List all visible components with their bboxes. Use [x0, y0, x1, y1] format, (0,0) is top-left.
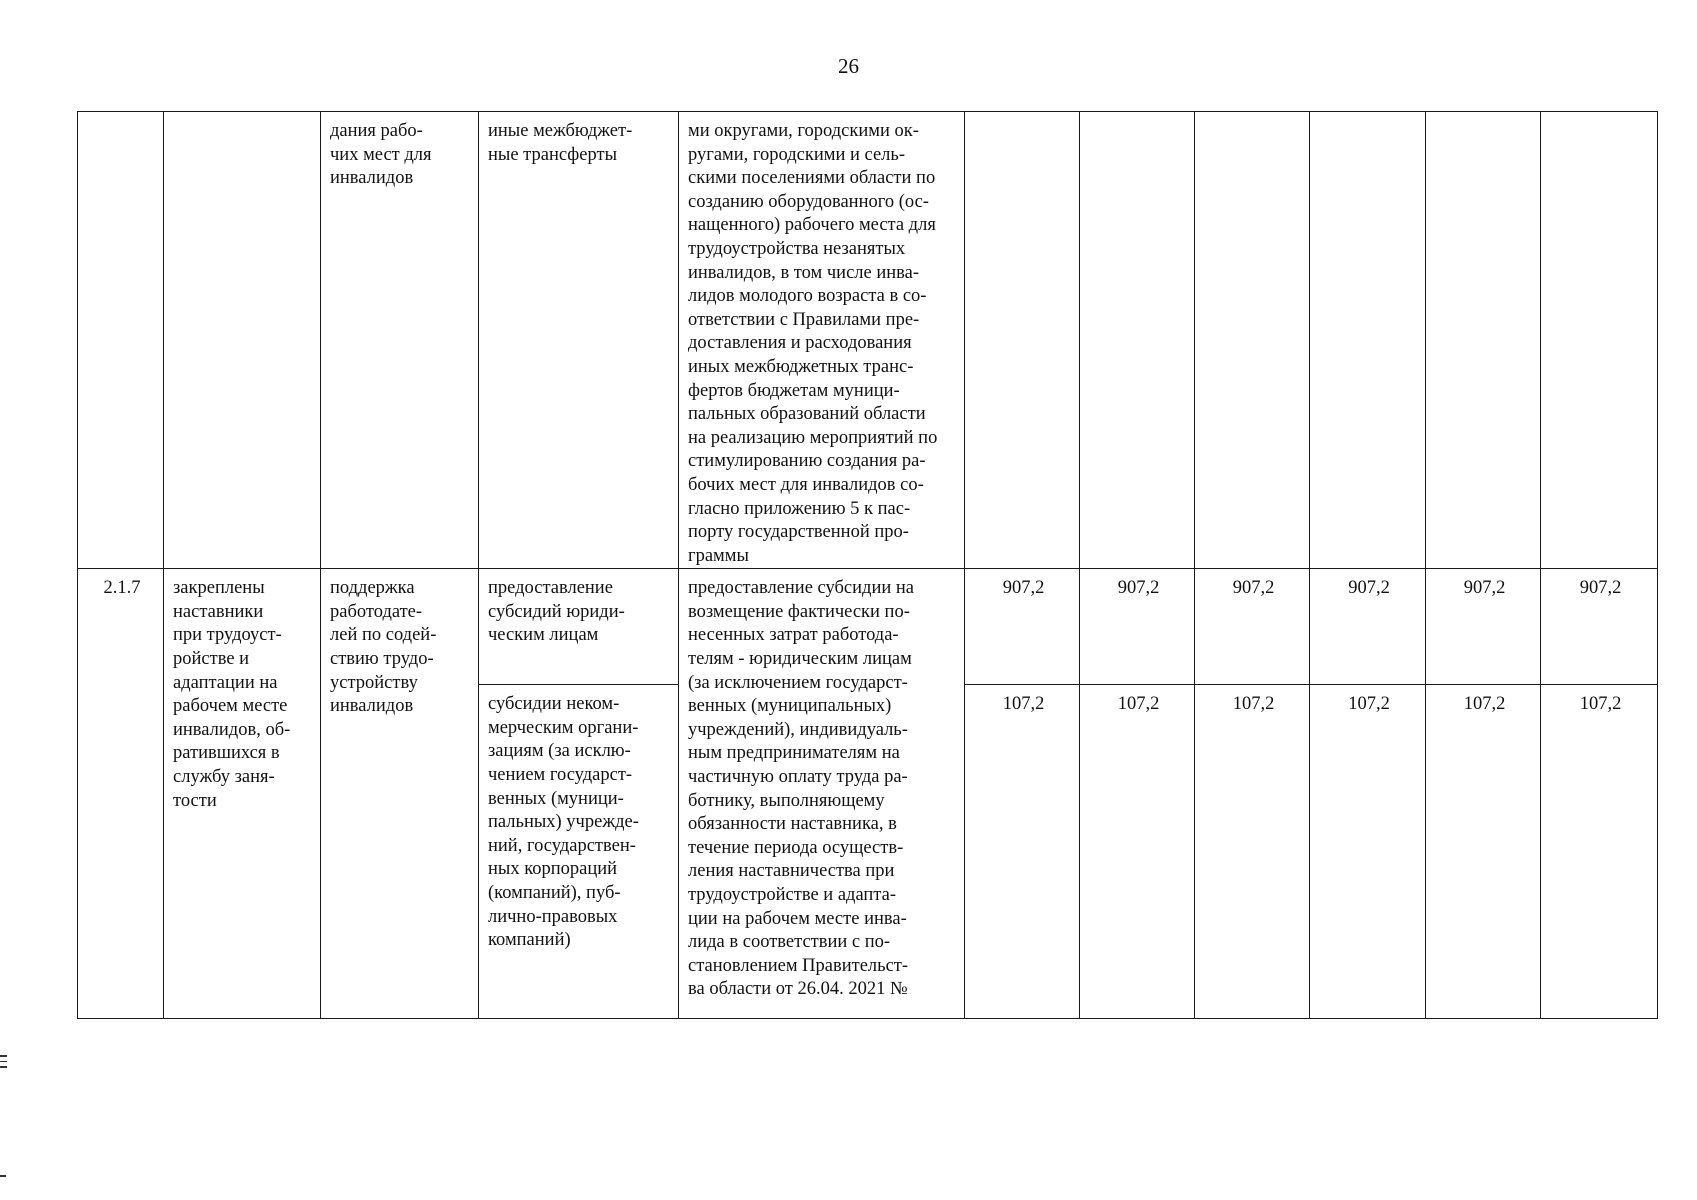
cell-value: 907,2	[1080, 569, 1195, 685]
cell-measure-continuation: дания рабо- чих мест для инвалидов	[321, 112, 479, 569]
scan-margin-dash	[0, 1175, 6, 1177]
cell-value-empty	[1080, 112, 1195, 569]
cell-number-empty	[78, 112, 164, 569]
cell-value: 907,2	[1541, 569, 1658, 685]
cell-value-empty	[1195, 112, 1310, 569]
table-row-item-2-1-7	[78, 569, 1658, 685]
cell-value: 907,2	[1195, 569, 1310, 685]
cell-result: закреплены наставники при трудоуст- ройстве и адаптации на рабочем месте инвалидов, об- ратившихся в службу заня- тости	[164, 569, 321, 1019]
scan-margin-marks	[0, 1055, 8, 1072]
cell-value: 907,2	[1310, 569, 1426, 685]
cell-description-continuation: ми округами, городскими ок- ругами, городскими и сель- скими поселениями области по созданию оборудованного (ос- нащенного) рабочего места для трудоустройства незанятых инвалидов, в том числе инва- лидов молодого возраста в со- ответствии с Правилами пре- доставления и расходования иных межбюджетных транс- фертов бюджетам муници- пальных образований области на реализацию мероприятий по стимулированию создания ра- бочих мест для инвалидов со- гласно приложению 5 к пас- порту государственной про- граммы	[679, 112, 965, 569]
cell-item-number: 2.1.7	[78, 569, 164, 1019]
cell-description: предоставление субсидии на возмещение фактически по- несенных затрат работода- телям - юридическим лицам (за исключением государст- венных (муниципальных) учреждений), индивидуаль- ным предпринимателям на частичную оплату труда ра- ботнику, выполняющему обязанности наставника, в течение периода осуществ- ления наставничества при трудоустройстве и адапта- ции на рабочем месте инва- лида в соответствии с по- становлением Правительст- ва области от 26.04. 2021 №	[679, 569, 965, 1019]
cell-value-empty	[1426, 112, 1541, 569]
cell-result-empty	[164, 112, 321, 569]
cell-measure: поддержка работодате- лей по содей- ствию трудо- устройству инвалидов	[321, 569, 479, 1019]
cell-value: 907,2	[965, 569, 1080, 685]
cell-value-empty	[1541, 112, 1658, 569]
cell-funding-type-2: субсидии неком- мерческим органи- зациям (за исклю- чением государст- венных (муници- пальных) учрежде- ний, государствен- ных корпораций (компаний), пуб- лично-правовых компаний)	[479, 685, 679, 1019]
table-row-continuation	[78, 112, 1658, 569]
cell-funding-type-1: предоставление субсидий юриди- ческим лицам	[479, 569, 679, 685]
page-number: 26	[838, 54, 859, 78]
budget-table	[77, 111, 1658, 1019]
cell-value-empty	[1310, 112, 1426, 569]
cell-funding-type-continuation: иные межбюджет- ные трансферты	[479, 112, 679, 569]
cell-value: 907,2	[1426, 569, 1541, 685]
cell-value: 107,2	[1310, 685, 1426, 1019]
cell-value: 107,2	[965, 685, 1080, 1019]
cell-value-empty	[965, 112, 1080, 569]
cell-value: 107,2	[1426, 685, 1541, 1019]
cell-value: 107,2	[1541, 685, 1658, 1019]
cell-value: 107,2	[1080, 685, 1195, 1019]
cell-value: 107,2	[1195, 685, 1310, 1019]
